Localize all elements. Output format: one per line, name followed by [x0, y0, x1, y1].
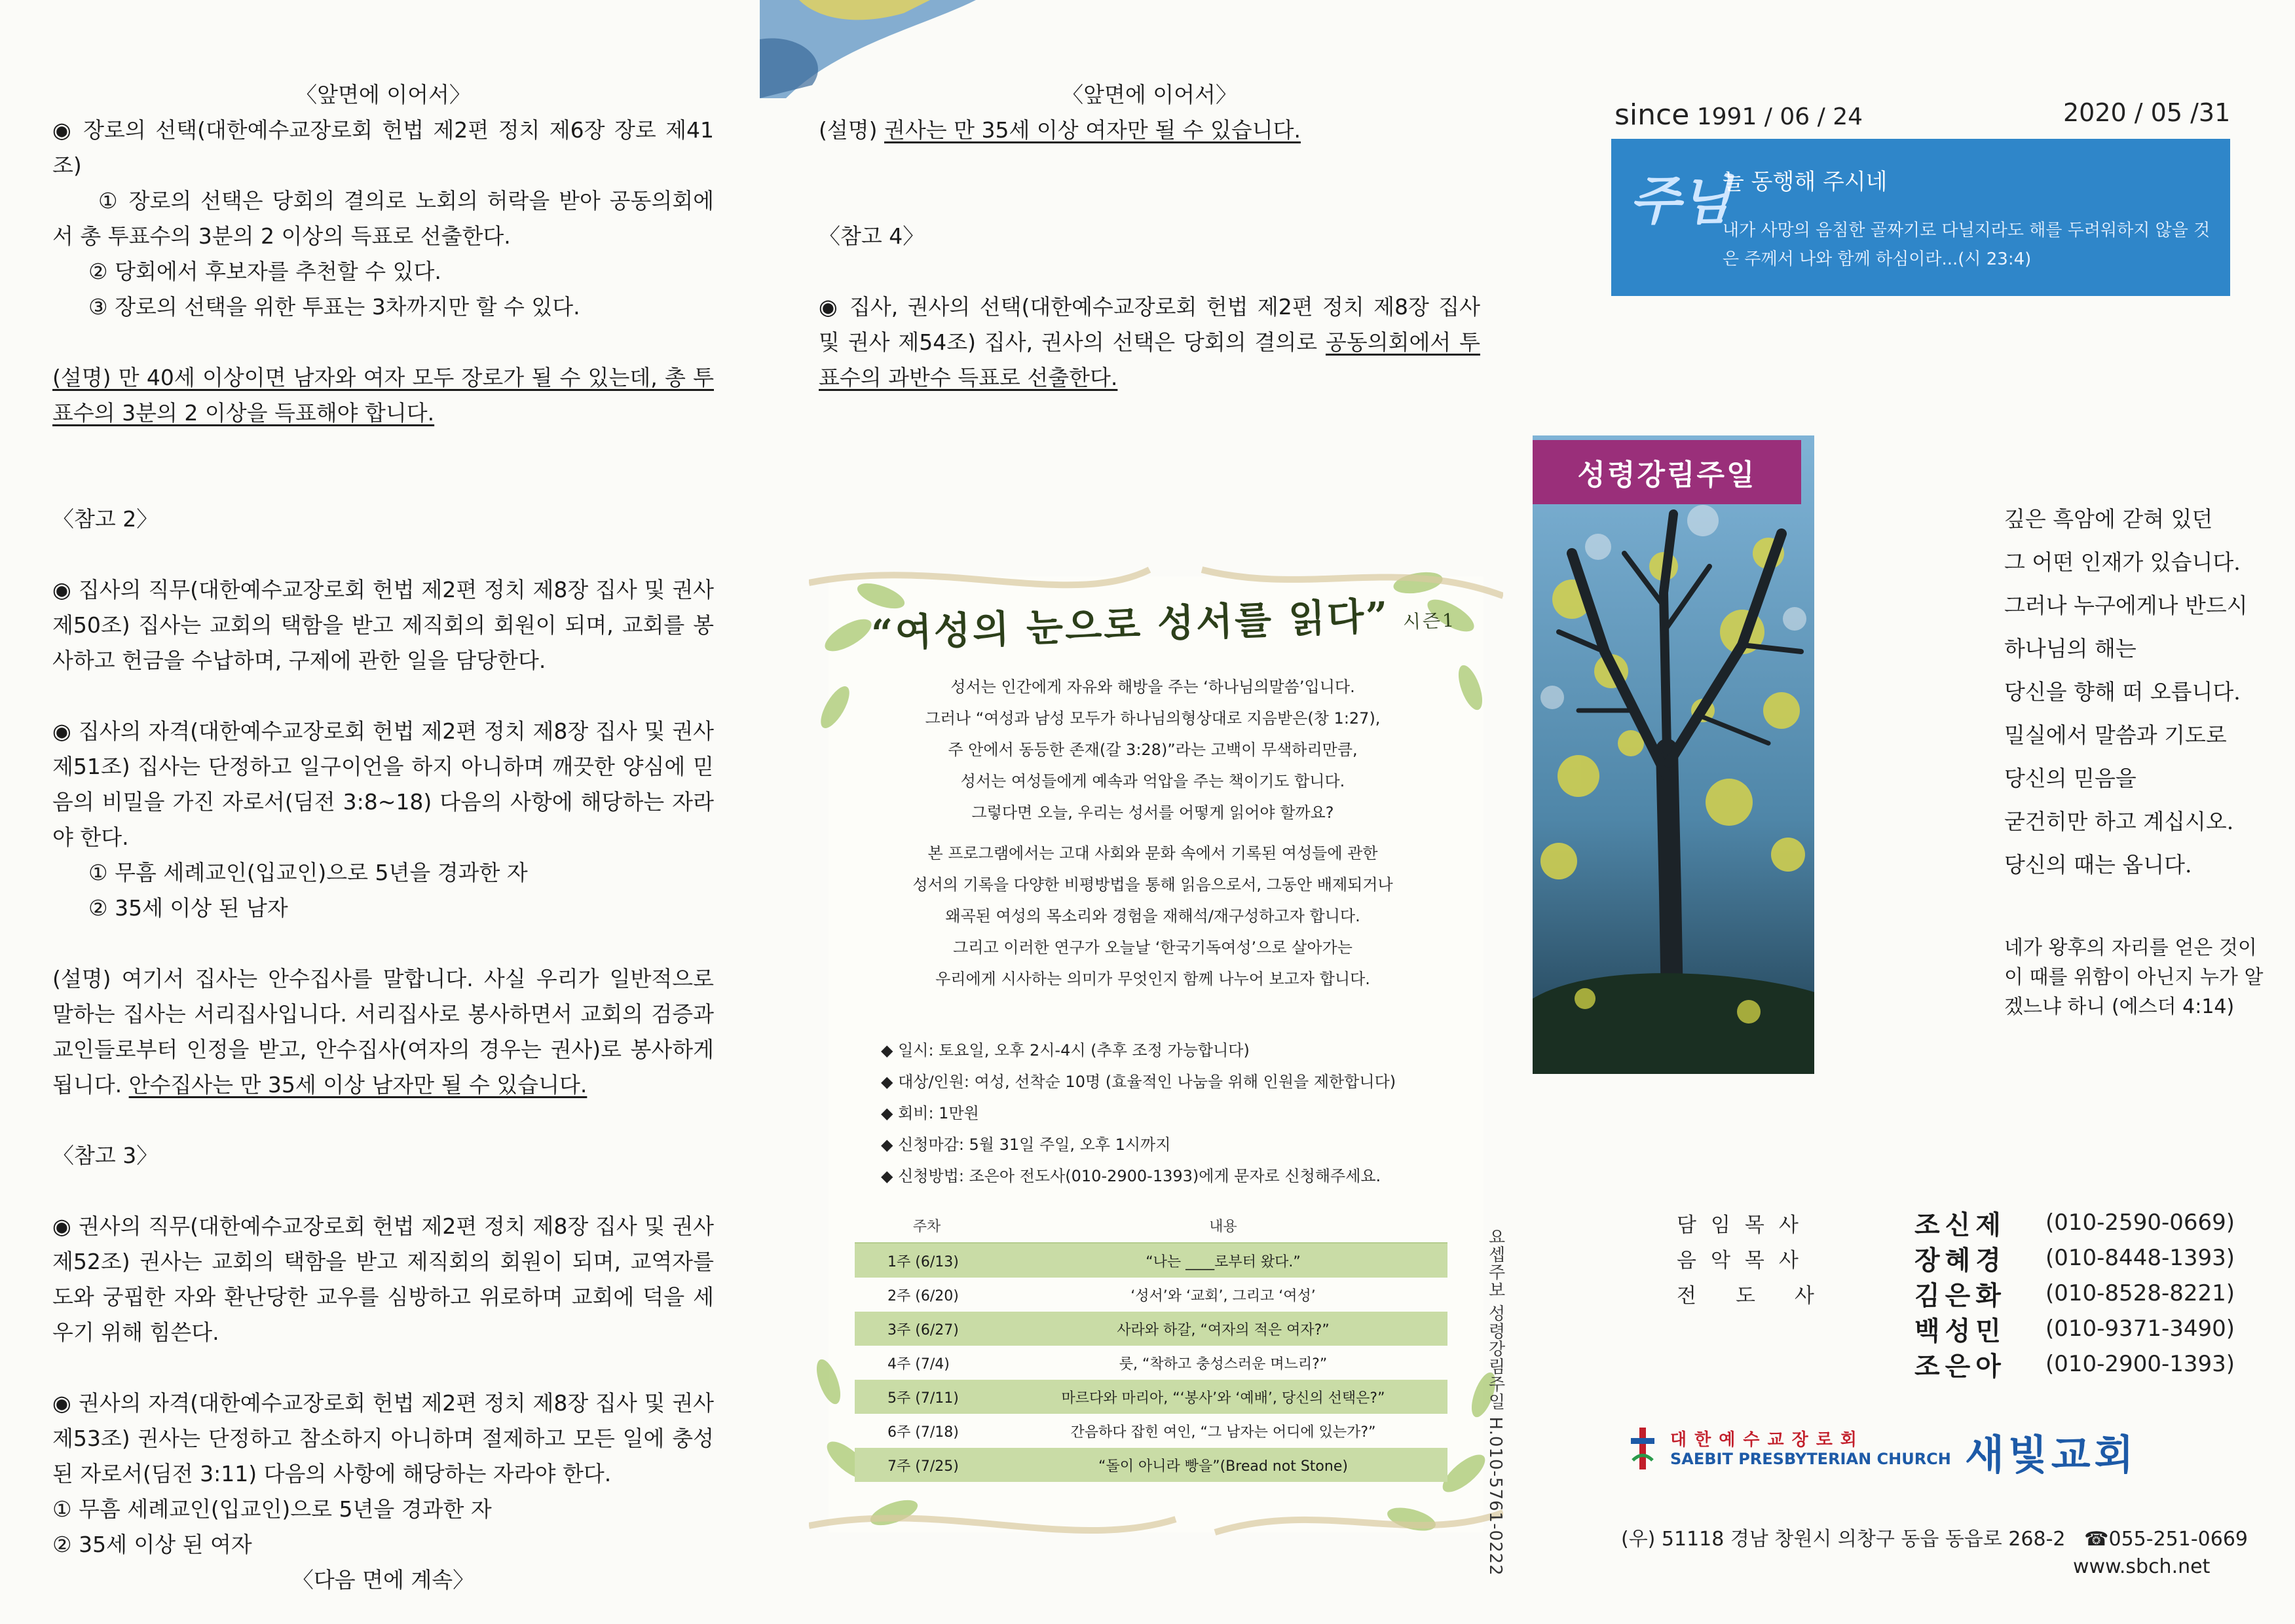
church-website[interactable]: www.sbch.net [2073, 1555, 2211, 1578]
table-row [855, 1243, 1447, 1278]
info-line: ◆ 신청마감: 5월 31일 주일, 오후 1시까지 [881, 1135, 1171, 1154]
left-header: 〈앞면에 이어서〉 [295, 82, 471, 107]
poem-line: 굳건히만 하고 계십시오. [2004, 809, 2234, 834]
staff-name: 장혜경 [1914, 1245, 2006, 1276]
staff-name: 조은아 [1914, 1351, 2006, 1382]
poster-info [881, 1035, 1470, 1192]
tree-painting-image [1533, 435, 1814, 1074]
middle-header: 〈앞면에 이어서〉 [1062, 82, 1237, 107]
info-line: ◆ 회비: 1만원 [881, 1104, 979, 1122]
kwonsa-duty: ◉ 권사의 직무(대한예수교장로회 헌법 제2편 정치 제8장 집사 및 권사 제52조) 권사는 교회의 택함을 받고 제직회의 회원이 되며, 교역자를 도와 궁핍한 자와 환난당한 교우를 심방하고 위로하며 교회에 덕을 세우기 위해 힘쓴다. [52, 1213, 714, 1345]
table-row [855, 1414, 1447, 1448]
schedule-week: 5주 (7/11) [855, 1380, 999, 1414]
poster-season: 시즌1 [1402, 609, 1457, 633]
staff-phone: (010-8448-1393) [2045, 1245, 2235, 1271]
program-line: 우리에게 시사하는 의미가 무엇인지 함께 나누어 보고자 합니다. [935, 970, 1370, 988]
staff-name: 김은화 [1914, 1280, 2006, 1311]
schedule-week: 2주 (6/20) [887, 1287, 959, 1304]
staff-phone: (010-2900-1393) [2045, 1351, 2235, 1377]
info-line: ◆ 일시: 토요일, 오후 2시-4시 (추후 조정 가능합니다) [881, 1041, 1250, 1060]
staff-role: 담임목사 [1677, 1213, 1813, 1237]
banner-title: 늘 동행해 주시네 [1723, 169, 1888, 195]
staff-row [1677, 1276, 2279, 1311]
church-name: 새빛교회 [1965, 1431, 2138, 1479]
program-line: 왜곡된 여성의 목소리와 경험을 재해석/재구성하고자 합니다. [945, 907, 1360, 925]
deacon-kwonsa-selection: ◉ 집사, 권사의 선택(대한예수교장로회 헌법 제2편 정치 제8장 집사 및 권사 제54조) 집사, 권사의 선택은 당회의 결의로 공동의회에서 투표수의 과반수 득표로 선출한다. [819, 294, 1480, 390]
schedule-content: ‘성서’와 ‘교회’, 그리고 ‘여성’ [1130, 1287, 1316, 1304]
left-footer: 〈다음 면에 계속〉 [291, 1567, 475, 1593]
staff-phone: (010-2590-0669) [2045, 1209, 2235, 1236]
poem [2004, 498, 2279, 887]
cross-icon [1630, 1428, 1656, 1469]
deacon-note-underlined: 안수집사는 만 35세 이상 남자만 될 수 있습니다. [128, 1072, 588, 1098]
schedule-week: 4주 (7/4) [887, 1356, 950, 1373]
info-line: ◆ 대상/인원: 여성, 선착순 10명 (효율적인 나눔을 위해 인원을 제한합니다) [881, 1073, 1396, 1091]
poem-line: 당신을 향해 떠 오릅니다. [2004, 679, 2241, 705]
schedule-header-week: 주차 [855, 1208, 999, 1243]
banner-calligraphy: 주님 [1630, 170, 1731, 231]
reference-4: 〈참고 4〉 [819, 223, 925, 249]
elder-item-2: ② 당회에서 후보자를 추천할 수 있다. [88, 259, 441, 284]
staff-list [1677, 1205, 2279, 1382]
staff-role: 전도사 [1677, 1283, 1854, 1308]
poster-title: “여성의 눈으로 성서를 읽다” 시즌1 [870, 593, 1457, 656]
staff-row [1677, 1240, 2279, 1276]
table-row [855, 1448, 1447, 1482]
pentecost-badge: 성령강림주일 [1533, 440, 1801, 504]
kwonsa-qual-2: ② 35세 이상 된 여자 [52, 1532, 252, 1557]
deacon-qual-2: ② 35세 이상 된 남자 [88, 895, 288, 921]
kwonsa-qualification: ◉ 권사의 자격(대한예수교장로회 헌법 제2편 정치 제8장 집사 및 권사 제53조) 권사는 단정하고 참소하지 아니하며 절제하고 모든 일에 충성된 자로서(딤전 3:11) 다음의 사항에 해당하는 자라야 한다. [52, 1390, 714, 1486]
poem-line: 밀실에서 말씀과 기도로 [2004, 722, 2227, 748]
deacon-note: (설명) 여기서 집사는 안수집사를 말합니다. 사실 우리가 일반적으로 말하는 집사는 서리집사입니다. 서리집사로 봉사하면서 교회의 검증과 교인들로부터 인정을 받고, 안수집사(여자의 경우는 권사)로 봉사하게 됩니다. 안수집사는 만 35세 이상 남자만 될 수 있습니다. [52, 966, 714, 1098]
intro-line: 주 안에서 동등한 존재(갈 3:28)”라는 고백이 무색하리만큼, [948, 741, 1358, 759]
reference-2: 〈참고 2〉 [52, 506, 159, 532]
intro-line: 그렇다면 오늘, 우리는 성서를 어떻게 읽어야 할까요? [971, 803, 1334, 822]
staff-row [1677, 1205, 2279, 1240]
program-line: 본 프로그램에서는 고대 사회와 문화 속에서 기록된 여성들에 관한 [927, 844, 1378, 862]
deacon-qual-1: ① 무흠 세례교인(입교인)으로 5년을 경과한 자 [88, 860, 528, 885]
elder-selection-title: ◉ 장로의 선택(대한예수교장로회 헌법 제2편 정치 제6장 장로 제41조) [52, 117, 714, 178]
schedule-content: “돌이 아니라 빵을”(Bread not Stone) [999, 1448, 1447, 1482]
denomination-name: 대한예수교장로회 [1670, 1430, 1865, 1450]
schedule-content: “나는 ____로부터 왔다.” [999, 1243, 1447, 1278]
deacon-qualification: ◉ 집사의 자격(대한예수교장로회 헌법 제2편 정치 제8장 집사 및 권사 제51조) 집사는 단정하고 일구이언을 하지 아니하며 깨끗한 양심에 믿음의 비밀을 가진 자로서(딤전 3:8~18) 다음의 사항에 해당하는 자라야 한다. [52, 718, 714, 850]
program-line: 그리고 이러한 연구가 오늘날 ‘한국기독여성’으로 살아가는 [953, 938, 1353, 957]
poem-line: 그 어떤 인재가 있습니다. [2004, 549, 2241, 575]
table-row [855, 1312, 1447, 1346]
banner-verse: 내가 사망의 음침한 골짜기로 다닐지라도 해를 두려워하지 않을 것은 주께서 나와 함께 하심이라...(시 23:4) [1723, 221, 2211, 269]
table-row [855, 1380, 1447, 1414]
intro-line: 성서는 인간에게 자유와 해방을 주는 ‘하나님의말씀’입니다. [950, 678, 1355, 696]
schedule-header-content: 내용 [999, 1208, 1447, 1243]
schedule-week: 7주 (7/25) [855, 1448, 999, 1482]
theme-banner [1611, 139, 2230, 296]
staff-row [1677, 1346, 2279, 1382]
schedule-content: 간음하다 잡힌 여인, “그 남자는 어디에 있는가?” [1070, 1424, 1376, 1441]
church-address: (우) 51118 경남 창원시 의창구 동읍 동읍로 268-2 ☎055-251-0669 [1621, 1528, 2248, 1551]
info-line: ◆ 신청방법: 조은아 전도사(010-2900-1393)에게 문자로 신청해주세요. [881, 1167, 1381, 1185]
staff-row [1677, 1311, 2279, 1346]
since-date: since 1991 / 06 / 24 [1614, 98, 1863, 132]
schedule-table [855, 1208, 1447, 1482]
program-line: 성서의 기록을 다양한 비평방법을 통해 읽음으로서, 그동안 배제되거나 [912, 876, 1393, 894]
staff-name: 조신제 [1914, 1209, 2006, 1240]
schedule-content: 사라와 하갈, “여자의 적은 여자?” [999, 1312, 1447, 1346]
staff-role: 음악목사 [1677, 1248, 1813, 1272]
intro-line: 성서는 여성들에게 예속과 억압을 주는 책이기도 합니다. [960, 772, 1345, 790]
left-column [52, 77, 714, 1598]
middle-column [819, 77, 1480, 396]
staff-phone: (010-8528-8221) [2045, 1280, 2235, 1306]
table-row [855, 1346, 1447, 1380]
church-logo [1624, 1421, 2214, 1479]
elder-item-1: ① 장로의 선택은 당회의 결의로 노회의 허락을 받아 공동의회에서 총 투표수의 3분의 2 이상의 득표로 선출한다. [52, 188, 714, 249]
poem-line: 깊은 흑암에 갇혀 있던 [2004, 506, 2213, 532]
poem-line: 그러나 누구에게나 반드시 [2004, 593, 2248, 618]
kwonsa-note: (설명) 권사는 만 35세 이상 여자만 될 수 있습니다. [819, 117, 1301, 143]
schedule-week: 6주 (7/18) [887, 1424, 959, 1441]
schedule-week: 3주 (6/27) [855, 1312, 999, 1346]
table-row [855, 1278, 1447, 1312]
vertical-credit: 요셉주보 성령강림주일 H.010-5761-0222 [1485, 1228, 1505, 1576]
reference-3: 〈참고 3〉 [52, 1143, 159, 1168]
schedule-content: 마르다와 마리아, “‘봉사’와 ‘예배’, 당신의 선택은?” [999, 1380, 1447, 1414]
elder-note: (설명) 만 40세 이상이면 남자와 여자 모두 장로가 될 수 있는데, 총 투표수의 3분의 2 이상을 득표해야 합니다. [52, 365, 714, 426]
elder-item-3: ③ 장로의 선택을 위한 투표는 3차까지만 할 수 있다. [88, 294, 580, 320]
issue-date: 2020 / 05 /31 [2063, 98, 2231, 127]
staff-phone: (010-9371-3490) [2045, 1316, 2235, 1342]
church-phone: ☎055-251-0669 [2084, 1528, 2248, 1551]
schedule-week: 1주 (6/13) [855, 1243, 999, 1278]
poem-line: 당신의 믿음을 [2004, 766, 2136, 791]
schedule-content: 룻, “착하고 충성스러운 며느리?” [1119, 1356, 1328, 1373]
deacon-duty: ◉ 집사의 직무(대한예수교장로회 헌법 제2편 정치 제8장 집사 및 권사 제50조) 집사는 교회의 택함을 받고 제직회의 회원이 되며, 교회를 봉사하고 헌금을 수납하며, 구제에 관한 일을 담당한다. [52, 577, 714, 673]
esther-verse: 네가 왕후의 자리를 얻은 것이 이 때를 위함이 아닌지 누가 알겠느냐 하니 (에스더 4:14) [2004, 936, 2264, 1018]
poster-intro [858, 671, 1447, 995]
intro-line: 그러나 “여성과 남성 모두가 하나님의형상대로 지음받은(창 1:27), [925, 709, 1381, 728]
church-name-english: SAEBIT PRESBYTERIAN CHURCH [1670, 1450, 1951, 1468]
kwonsa-qual-1: ① 무흠 세례교인(입교인)으로 5년을 경과한 자 [52, 1496, 492, 1522]
poem-line: 하나님의 해는 [2004, 636, 2136, 661]
staff-name: 백성민 [1914, 1316, 2006, 1346]
poem-line: 당신의 때는 옵니다. [2004, 852, 2192, 877]
